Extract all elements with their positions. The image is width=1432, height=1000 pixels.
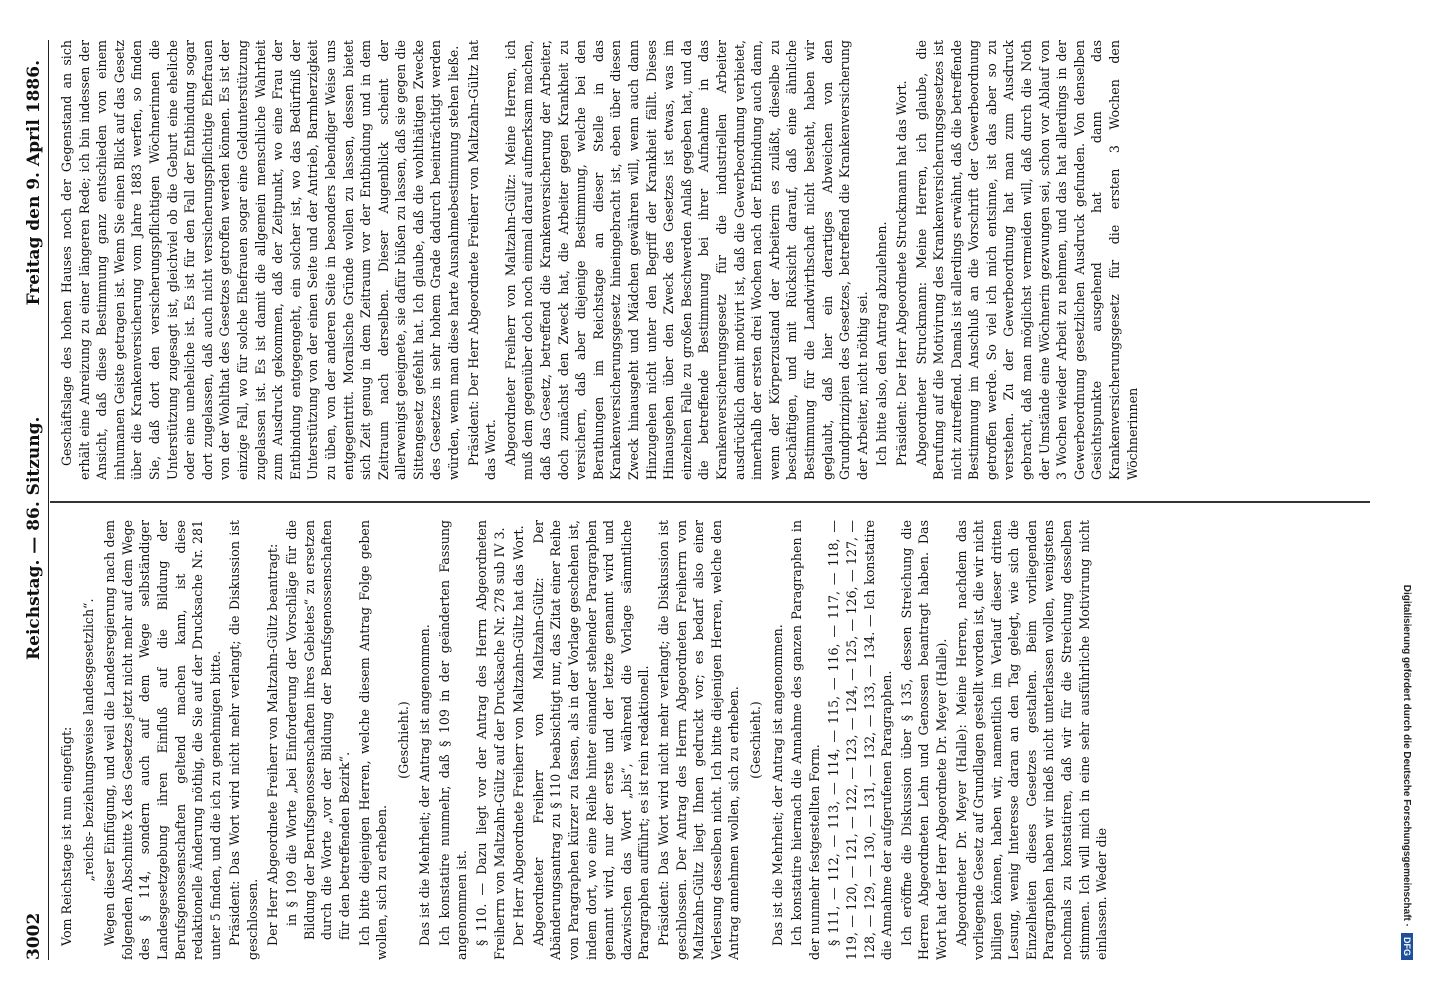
left-column-paragraph: Ich konstatire hiernach die Annahme des ganzen Paragraphen in der nunmehr festgestellten Form. bbox=[789, 520, 822, 960]
left-column-paragraph: (Geschieht.) bbox=[747, 701, 763, 779]
left-column-paragraph: in § 109 die Worte „bei Einforderung der Vorschläge für die Bildung der Berufsgenossenschaften ihres Gebietes“ zu ersetzen durch die Worte „vor der Bildung der Berufsgenossenschaften für den betreffenden Bezirk“. bbox=[284, 520, 352, 940]
digitization-credit bbox=[1392, 40, 1422, 960]
column-divider bbox=[50, 502, 1370, 504]
left-column-paragraph: Abgeordneter Freiherr von Maltzahn-Gültz: Der Abänderungsantrag zu § 110 beabsichtigt nur, das Zitat einer Reihe von Paragraphen kürzer zu fassen, als in der Vorlage geschehen ist, indem dort, wo eine Reihe hinter einander stehender Paragraphen genannt wird, nur der erste und der letzte genannt wird und dazwischen das Wort „bis“, während die Vorlage sämmtliche Paragraphen aufführt; es ist rein redaktionell. bbox=[530, 520, 652, 960]
left-column-paragraph: § 111, — 112, — 113, — 114, — 115, — 116, — 117, — 118, — 119, — 120, — 121, — 122, — 123, — 124, — 125, — 126, — 127, — 128, — 129, — 130, — 131, — 132, — 133, — 134. — Ich konstatire die Annahme der aufgerufenen Paragraphen. bbox=[826, 520, 895, 960]
left-column-paragraph: Abgeordneter Dr. Meyer (Halle): Meine Herren, nachdem das vorliegende Gesetz auf Grundlagen gestellt worden ist, die wir nicht billigen können, haben wir, namentlich im Verlauf dieser dritten Lesung, wenig Interesse daran an den Tag gelegt, wie sich die Einzelheiten dieses Gesetzes gestalten. Beim vorliegenden Paragraphen haben wir indeß nicht unterlassen wollen, wenigstens nochmals zu konstatiren, daß wir für die Streichung desselben stimmen. Ich will mich in eine sehr ausführliche Motivirung nicht einlassen. Weder die bbox=[953, 520, 1110, 960]
left-column-paragraph: „reichs- beziehungsweise landesgesetzlich“. bbox=[80, 598, 96, 882]
left-column-paragraph: Der Herr Abgeordnete Freiherr von Maltzahn-Gültz beantragt: bbox=[264, 543, 280, 946]
left-column-paragraph: Ich bitte diejenigen Herren, welche diesem Antrag Folge geben wollen, sich zu erheben. bbox=[356, 520, 390, 960]
right-column-paragraph: Ich bitte also, den Antrag abzulehnen. bbox=[874, 221, 890, 466]
left-column-paragraph: Das ist die Mehrheit; der Antrag ist angenommen. bbox=[769, 624, 785, 946]
left-column-paragraph: Der Herr Abgeordnete Freiherr von Maltzahn-Gültz hat das Wort. bbox=[511, 525, 527, 946]
session-title: Reichstag. — 86. Sitzung. bbox=[24, 416, 44, 660]
credit-text: Digitalisierung gefördert durch die Deutsche Forschungsgemeinschaft · bbox=[1401, 584, 1413, 927]
left-column bbox=[58, 520, 1368, 960]
left-column-paragraph: (Geschieht.) bbox=[395, 701, 411, 779]
left-column-paragraph: Ich konstatire nunmehr, daß § 109 in der geänderten Fassung angenommen ist. bbox=[436, 520, 470, 960]
left-column-paragraph: Ich eröffne die Diskussion über § 135, dessen Streichung die Herren Abgeordneten Lehn und Genossen beantragt haben. Das Wort hat der Herr Abgeordnete Dr. Meyer (Halle). bbox=[898, 520, 949, 960]
left-column-paragraph: Wegen dieser Einfügung, und weil die Landesregierung nach dem folgenden Abschnitte X des Gesetzes jetzt nicht mehr auf dem Wege des § 114, sondern auch auf dem Wege selbständiger Landesgesetzgebung ihren Einfluß auf die Bildung der Berufsgenossenschaften geltend machen kann, ist diese redaktionelle Änderung nöthig, die Sie auf der Drucksache Nr. 281 unter 5 finden, und die ich zu genehmigen bitte. bbox=[102, 520, 223, 960]
left-column-paragraph: Präsident: Das Wort wird nicht mehr verlangt; die Diskussion ist geschlossen. bbox=[227, 520, 260, 960]
right-column-paragraph: Präsident: Der Herr Abgeordnete Freiherr von Maltzahn-Gültz hat das Wort. bbox=[465, 40, 499, 480]
session-date: Freitag den 9. April 1886. bbox=[24, 60, 44, 306]
page-number: 3002 bbox=[24, 912, 44, 960]
right-column-paragraph: Präsident: Der Herr Abgeordnete Struckmann hat das Wort. bbox=[893, 80, 909, 466]
left-column-paragraph: Vom Reichstage ist nun eingefügt: bbox=[59, 726, 74, 946]
dfg-logo: DFG bbox=[1401, 933, 1413, 960]
right-column-paragraph: Abgeordneter Freiherr von Maltzahn-Gültz: Meine Herren, ich muß dem gegenüber doch noch einmal darauf aufmerksam machen, daß das Gesetz, betreffend die Krankenversicherung der Arbeiter, doch zunächst den Zweck hat, die Arbeiter gegen Krankheit zu versichern, daß aber diejenige Bestimmung, welche bei den Berathungen im Reichstage an dieser Stelle in das Krankenversicherungsgesetz hineingebracht ist, eben über diesen Zweck hinausgeht und Mädchen gewähren will, wenn auch dann Hinzugehen nicht unter den Begriff der Krankheit fällt. Dieses Hinausgehen über den Zweck des Gesetzes ist etwas, was im einzelnen Falle zu großen Beschwerden Anlaß gegeben hat, und da die betreffende Bestimmung bei ihrer Aufnahme in das Krankenversicherungsgesetz für die industriellen Arbeiter ausdrücklich damit motivirt ist, daß die Gewerbeordnung verbietet, innerhalb der ersten drei Wochen nach der Entbindung auch dann, wenn der Körperzustand der Arbeiterin es zuläßt, dieselbe zu beschäftigen, und mit Rücksicht darauf, daß eine ähnliche Bestimmung für die Landwirthschaft nicht besteht, haben wir geglaubt, daß hier ein derartiges Abweichen von den Grundprinzipien des Gesetzes, betreffend die Krankenversicherung der Arbeiter, nicht nöthig sei. bbox=[502, 40, 870, 480]
right-column-paragraph: Geschäftslage des hohen Hauses noch der Gegenstand an sich erhält eine Anreizung zu einer längeren Rede; ich bin indessen der Ansicht, daß diese Bestimmung ganz entschieden von einem inhumanen Geiste getragen ist. Wenn Sie einen Blick auf das Gesetz über die Krankenversicherung vom Jahre 1883 werfen, so finden Sie, daß dort den versicherungspflichtigen Wöchnerinnen die Unterstützung zugesagt ist, gleichviel ob die Geburt eine eheliche oder eine uneheliche ist. Es ist für den Fall der Entbindung sogar dort zugelassen, daß auch nicht versicherungspflichtige Ehefrauen von der Wohlthat des Gesetzes getroffen werden können. Es ist der einzige Fall, wo für solche Ehefrauen sogar eine Geldunterstützung zugelassen ist. Es ist damit die allgemein menschliche Wahrheit zum Ausdruck gekommen, daß der Zeitpunkt, wo eine Frau der Entbindung entgegengeht, ein solcher ist, wo das Bedürfniß der Unterstützung von der einen Seite und der Antrieb, Barmherzigkeit zu üben, von der anderen Seite in besonders lebendiger Weise uns entgegentritt. Moralische Gründe wollen zu lassen, dessen bietet sich Zeit genug in dem Zeitraum vor der Entbindung und in dem Zeitraum nach derselben. Dieser Augenblick scheint der allerwenigst geeignete, sie dafür büßen zu lassen, daß sie gegen die Sittengesetz gefehlt hat. Ich glaube, daß die wohlthätigen Zwecke des Gesetzes in sehr hohem Grade dadurch beeinträchtigt werden würden, wenn man diese harte Ausnahmebestimmung stehen ließe. bbox=[59, 40, 462, 480]
page-header bbox=[22, 40, 49, 960]
right-column-paragraph: Abgeordneter Struckmann: Meine Herren, ich glaube, die Berufung auf die Motivirung des Krankenversicherungsgesetzes ist nicht zutreffend. Damals ist allerdings erwähnt, daß die betreffende Bestimmung im Anschluß an die Vorschrift der Gewerbeordnung getroffen werde. So viel ich mich entsinne, ist das aber so zu verstehen. Zu der Gewerbeordnung hat man zum Ausdruck gebracht, daß man möglichst vermeiden will, daß durch die Noth der Umstände eine Wöchnerin gezwungen sei, schon vor Ablauf von 3 Wochen wieder Arbeit zu nehmen, und das hat allerdings in der Gewerbeordnung gesetzlichen Ausdruck gefunden. Von denselben Gesichtspunkte ausgehend hat dann das Krankenversicherungsgesetz für die ersten 3 Wochen den Wöchnerinnen bbox=[913, 40, 1140, 480]
left-column-paragraph: Das ist die Mehrheit; der Antrag ist angenommen. bbox=[417, 624, 433, 946]
left-column-paragraph: Präsident: Das Wort wird nicht mehr verlangt; die Diskussion ist geschlossen. Der Antrag des Herrn Abgeordneten Freiherrn von Maltzahn-Gültz liegt Ihnen gedruckt vor; es bedarf also einer Verlesung desselben nicht. Ich bitte diejenigen Herren, welche den Antrag annehmen wollen, sich zu erheben. bbox=[656, 520, 742, 960]
right-column bbox=[58, 40, 1368, 480]
left-column-paragraph: § 110. — Dazu liegt vor der Antrag des Herrn Abgeordneten Freiherrn von Maltzahn-Gültz auf der Drucksache Nr. 278 sub IV 3. bbox=[474, 520, 507, 960]
